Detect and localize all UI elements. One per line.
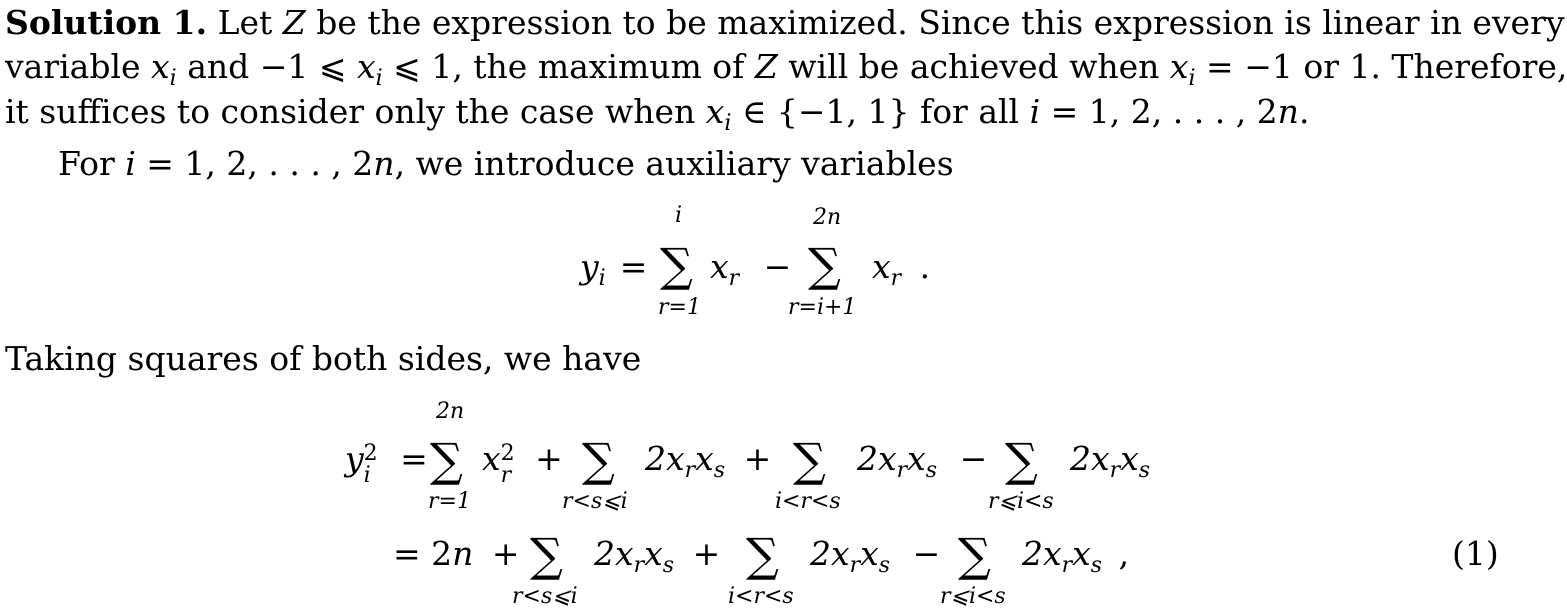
text-run: variable [5,47,152,86]
text-run: For [58,144,126,183]
sub-i: i [363,463,371,488]
para1-line3 [5,92,1310,136]
para1-line2 [5,47,1567,91]
sup-2: 2 [500,441,515,466]
sum-sign: ∑ [1005,433,1038,487]
sum-sign: ∑ [582,433,615,487]
sub-i: i [1188,66,1196,91]
eq2-term1 [482,439,563,488]
sub-s: s [713,458,726,483]
equals-sign: = [619,247,648,286]
var-x: x [710,247,729,286]
sub-i: i [724,111,732,136]
eq2-lhs [345,439,428,488]
var-x: x [695,439,714,478]
sub-s: s [662,553,675,578]
text-run: = 1, 2, . . . , 2 [135,144,374,183]
var-i: i [1029,92,1041,131]
solution-heading: Solution 1. [5,3,208,42]
sub-r: r [896,458,908,483]
sub-r: r [728,266,740,291]
sum2-upper-limit: 2n [813,205,842,230]
eq1-term1 [710,247,792,291]
term-2x: 2x [1070,439,1110,478]
para1-line1 [5,3,1565,42]
sum-sign: ∑ [660,238,693,292]
sub-r: r [633,553,645,578]
period: . [919,247,931,286]
sub-i: i [598,266,606,291]
equation-number: (1) [1452,534,1499,573]
sum-sign: ∑ [958,528,991,582]
sup-2: 2 [363,441,378,466]
plus-sign: + [743,439,772,478]
eq3-term1 [594,534,721,578]
var-x: x [357,47,376,86]
var-x: x [705,92,725,131]
minus-sign: − [763,247,792,286]
eq1-lhs [580,247,648,291]
var-x: x [482,439,501,478]
minus-sign: − [912,534,941,573]
term-2x: 2x [594,534,634,573]
var-x: x [1072,534,1091,573]
sum2-lower-limit: r=i+1 [788,295,857,320]
sub-i: i [169,66,177,91]
var-x: x [1169,47,1189,86]
text-run: ∈ {−1, 1} for all [731,92,1030,131]
sum-sign: ∑ [530,528,563,582]
sum3-lower-limit: r⩽i<s [940,584,1006,609]
y-sup-sub [364,443,378,487]
text-run: ⩽ 1, the maximum of [382,47,755,86]
sum1-upper-limit: i [675,203,683,228]
eq3-term2 [810,534,941,578]
var-x: x [907,439,926,478]
var-x: x [644,534,663,573]
eq2-term3 [857,439,988,483]
text-run: Let [217,3,283,42]
text-run: it suffices to consider only the case when [5,92,706,131]
var-n: n [452,534,474,573]
term-2x: 2x [645,439,685,478]
var-x: x [872,247,891,286]
sub-r: r [1061,553,1073,578]
sub-r: r [1109,458,1121,483]
sub-r: r [890,266,902,291]
plus-sign: + [535,439,563,478]
text-run: , we introduce auxiliary variables [394,144,954,183]
var-i: i [125,144,136,183]
sub-r: r [684,458,696,483]
eq3-lhs [393,534,520,573]
sub-r: r [500,463,512,488]
eq2-term4 [1070,439,1151,483]
sum2-lower-limit: i<r<s [728,584,794,609]
text-run: . [1298,92,1310,131]
var-y: y [345,439,364,478]
sub-s: s [878,553,891,578]
sub-s: s [925,458,938,483]
sub-s: s [1090,553,1103,578]
text-run: and −1 ⩽ [176,47,358,86]
plus-sign: + [491,534,520,573]
term-2x: 2x [810,534,850,573]
sum4-lower-limit: r⩽i<s [988,489,1054,514]
var-x: x [1120,439,1139,478]
term-2x: 2x [857,439,897,478]
sum2-lower-limit: r<s⩽i [562,489,628,514]
sum-sign: ∑ [808,238,841,292]
eq2-term2 [645,439,772,483]
sub-r: r [849,553,861,578]
para2-line [58,144,954,183]
sub-i: i [375,66,383,91]
var-y: y [580,247,599,286]
para3-line: Taking squares of both sides, we have [5,339,642,378]
eq3-term3 [1022,534,1130,578]
sum1-lower-limit: r=1 [658,295,701,320]
term-2x: 2x [1022,534,1062,573]
var-Z: Z [754,47,778,86]
sum-sign: ∑ [793,433,826,487]
sum1-upper-limit: 2n [436,399,465,424]
sum3-lower-limit: i<r<s [775,489,841,514]
var-n: n [1277,92,1299,131]
sum-sign: ∑ [746,528,779,582]
eq1-term2 [872,247,931,291]
comma: , [1118,534,1130,573]
text-run: will be achieved when [777,47,1170,86]
minus-sign: − [959,439,988,478]
var-Z: Z [282,3,306,42]
text-run: = 1, 2, . . . , 2 [1040,92,1278,131]
sub-s: s [1138,458,1151,483]
text-run: be the expression to be maximized. Since this expression is linear in every [305,3,1565,42]
sum-sign: ∑ [430,433,463,487]
var-x: x [860,534,879,573]
plus-sign: + [692,534,721,573]
equals-sign: = [400,439,428,478]
sum1-lower-limit: r<s⩽i [512,584,578,609]
var-x: x [151,47,170,86]
equals-2: = 2 [393,534,453,573]
x-sup-sub [501,443,515,487]
text-run: = −1 or 1. Therefore, [1195,47,1567,86]
var-n: n [373,144,395,183]
sum1-lower-limit: r=1 [428,489,471,514]
